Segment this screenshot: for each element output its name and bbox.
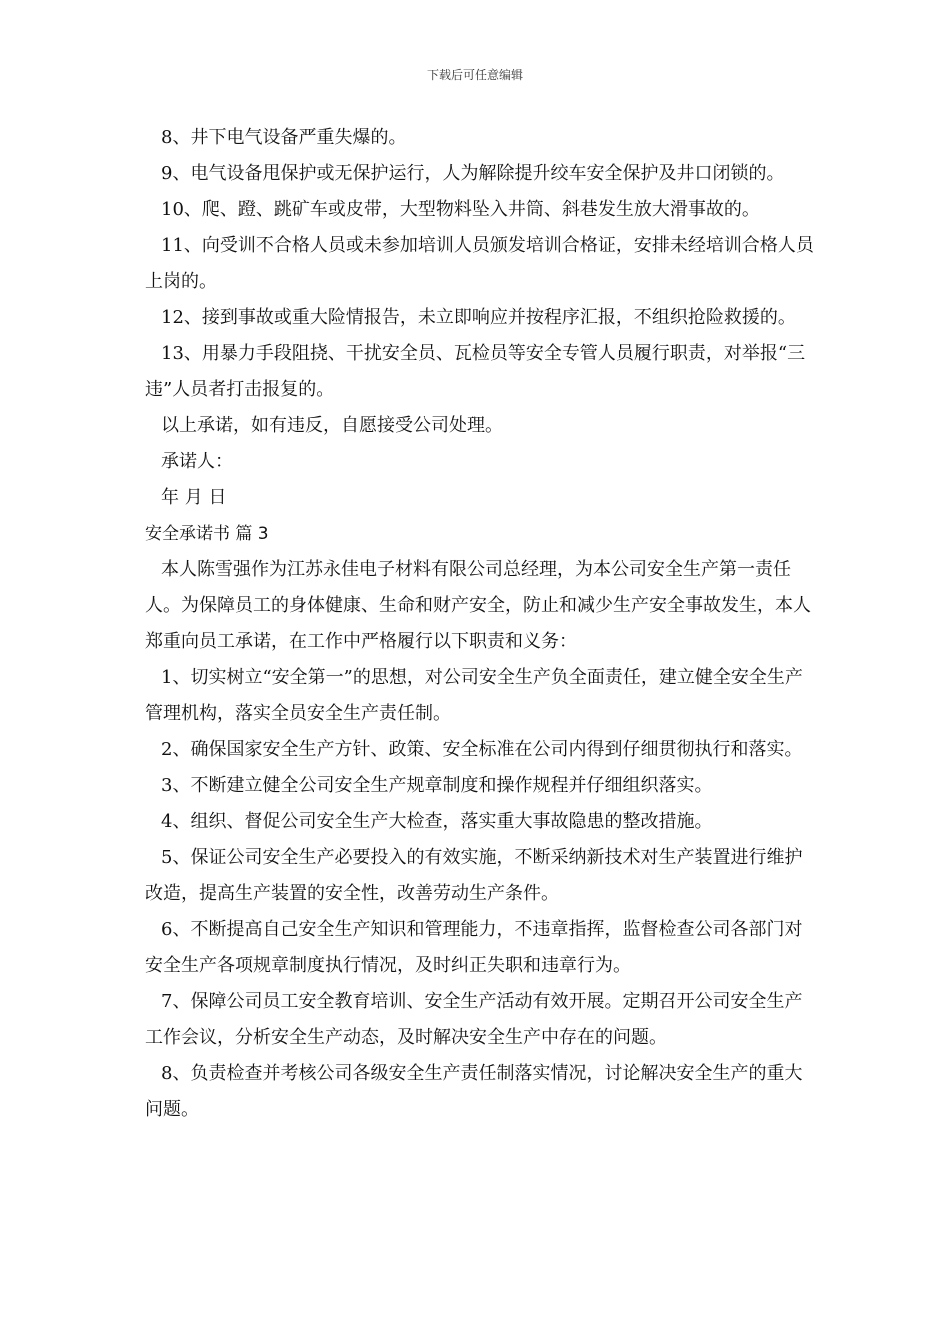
duty-item-1: 1、切实树立“安全第一”的思想，对公司安全生产负全面责任，建立健全安全生产管理机构，落实全员安全生产责任制。 (145, 667, 803, 724)
duty-item-4: 4、组织、督促公司安全生产大检查，落实重大事故隐患的整改措施。 (161, 811, 713, 832)
section-intro: 本人陈雪强作为江苏永佳电子材料有限公司总经理，为本公司安全生产第一责任人。为保障员工的身体健康、生命和财产安全，防止和减少生产安全事故发生，本人郑重向员工承诺，在工作中严格履行以下职责和义务： (145, 559, 811, 652)
paragraph-item-13: 13、用暴力手段阻挠、干扰安全员、瓦检员等安全专管人员履行职责，对举报“三违”人员者打击报复的。 (145, 343, 806, 400)
duty-item-5: 5、保证公司安全生产必要投入的有效实施，不断采纳新技术对生产装置进行维护改造，提高生产装置的安全性，改善劳动生产条件。 (145, 847, 803, 904)
paragraph-item-11: 11、向受训不合格人员或未参加培训人员颁发培训合格证，安排未经培训合格人员上岗的。 (145, 235, 814, 292)
duty-item-6: 6、不断提高自己安全生产知识和管理能力，不违章指挥，监督检查公司各部门对安全生产各项规章制度执行情况，及时纠正失职和违章行为。 (145, 919, 803, 976)
page-header: 下载后可任意编辑 (426, 68, 523, 82)
duty-item-7: 7、保障公司员工安全教育培训、安全生产活动有效开展。定期召开公司安全生产工作会议，分析安全生产动态，及时解决安全生产中存在的问题。 (145, 991, 803, 1048)
paragraph-item-10: 10、爬、蹬、跳矿车或皮带，大型物料坠入井筒、斜巷发生放大滑事故的。 (161, 199, 760, 220)
duty-item-2: 2、确保国家安全生产方针、政策、安全标准在公司内得到仔细贯彻执行和落实。 (161, 739, 803, 760)
duty-item-3: 3、不断建立健全公司安全生产规章制度和操作规程并仔细组织落实。 (161, 775, 713, 796)
duty-item-8: 8、负责检查并考核公司各级安全生产责任制落实情况，讨论解决安全生产的重大问题。 (145, 1063, 803, 1120)
document-body (145, 120, 817, 1128)
section-title: 安全承诺书 篇 3 (145, 524, 269, 544)
signatory-label: 承诺人： (161, 451, 233, 472)
paragraph-item-12: 12、接到事故或重大险情报告，未立即响应并按程序汇报，不组织抢险救援的。 (161, 307, 796, 328)
paragraph-item-8: 8、井下电气设备严重失爆的。 (161, 127, 407, 148)
commitment-statement: 以上承诺，如有违反，自愿接受公司处理。 (161, 415, 503, 436)
date-line: 年 月 日 (161, 487, 227, 508)
paragraph-item-9: 9、电气设备甩保护或无保护运行，人为解除提升绞车安全保护及井口闭锁的。 (161, 163, 785, 184)
